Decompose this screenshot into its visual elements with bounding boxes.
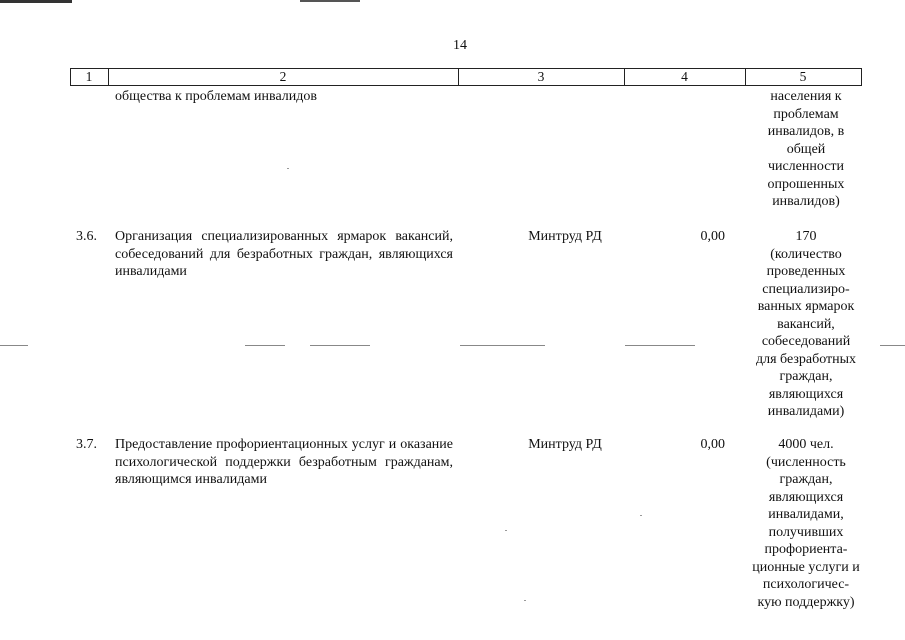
row-indicator xyxy=(748,228,864,421)
indicator-line: инвалидов) xyxy=(772,194,840,209)
indicator-line: инвалидами, xyxy=(768,507,844,522)
indicator-line: ционные услуги и xyxy=(752,559,860,575)
scan-artifact xyxy=(310,345,370,346)
row-number: 3.7. xyxy=(76,437,97,452)
indicator-line: ванных ярмарок xyxy=(757,299,855,314)
scan-artifact xyxy=(245,345,285,346)
row-amount: 0,00 xyxy=(700,437,725,452)
indicator-line: проведенных xyxy=(766,264,846,279)
row-activity-text: Организация специализированных ярмарок вакансий, собеседований для безработных граждан, являющихся инвалидами xyxy=(115,229,453,279)
indicator-line: (количество xyxy=(770,246,842,262)
program-table xyxy=(70,68,862,640)
indicator-line: граждан, xyxy=(779,472,833,487)
scan-artifact xyxy=(300,0,360,2)
scan-artifact xyxy=(0,345,28,346)
scan-speck xyxy=(287,168,289,169)
row-number: 3.6. xyxy=(76,229,97,244)
row-continuation-indicator xyxy=(748,88,864,211)
indicator-line: (численность xyxy=(766,454,846,470)
scan-artifact xyxy=(880,345,905,346)
row-amount: 0,00 xyxy=(700,229,725,244)
indicator-line: получивших xyxy=(768,524,844,540)
column-number-1: 1 xyxy=(85,69,93,84)
indicator-line: инвалидов, в xyxy=(767,124,845,139)
indicator-line: являющихся xyxy=(768,489,844,505)
scan-speck xyxy=(640,515,642,516)
indicator-line: общей xyxy=(786,141,826,157)
indicator-line: кую поддержку) xyxy=(757,594,855,610)
indicator-line: проблемам xyxy=(773,106,839,122)
scan-artifact xyxy=(460,345,545,346)
indicator-line: профориента- xyxy=(764,542,848,557)
page-number: 14 xyxy=(453,38,467,53)
scan-artifact xyxy=(0,0,72,3)
row-continuation-text: общества к проблемам инвалидов xyxy=(115,89,318,104)
column-number-3: 3 xyxy=(537,69,545,84)
column-number-5: 5 xyxy=(799,69,807,84)
indicator-line: опрошенных xyxy=(767,176,845,192)
indicator-line: инвалидами) xyxy=(767,404,845,419)
row-executor: Минтруд РД xyxy=(528,437,602,452)
column-number-4: 4 xyxy=(681,69,688,84)
scan-speck xyxy=(505,530,507,531)
table-rule-header-bottom xyxy=(70,85,862,86)
indicator-line: являющихся xyxy=(768,386,844,402)
indicator-line: 4000 чел. xyxy=(778,437,834,452)
indicator-line: 170 xyxy=(795,229,817,244)
indicator-line: численности xyxy=(767,159,845,174)
scan-artifact xyxy=(625,345,695,346)
row-executor: Минтруд РД xyxy=(528,229,602,244)
indicator-line: для безработных xyxy=(755,351,857,367)
indicator-line: собеседований xyxy=(761,334,851,349)
scan-speck xyxy=(524,600,526,601)
indicator-line: граждан, xyxy=(779,369,833,384)
indicator-line: специализиро- xyxy=(762,281,850,297)
column-divider xyxy=(861,68,862,85)
indicator-line: психологичес- xyxy=(762,577,850,592)
indicator-line: вакансий, xyxy=(777,316,835,332)
column-number-2: 2 xyxy=(279,69,287,84)
row-activity-text: Предоставление профориентационных услуг и оказание психологической поддержки безработным гражданам, являющимся инвалидами xyxy=(115,437,453,487)
row-indicator xyxy=(748,436,864,611)
indicator-line: населения к xyxy=(770,89,842,104)
